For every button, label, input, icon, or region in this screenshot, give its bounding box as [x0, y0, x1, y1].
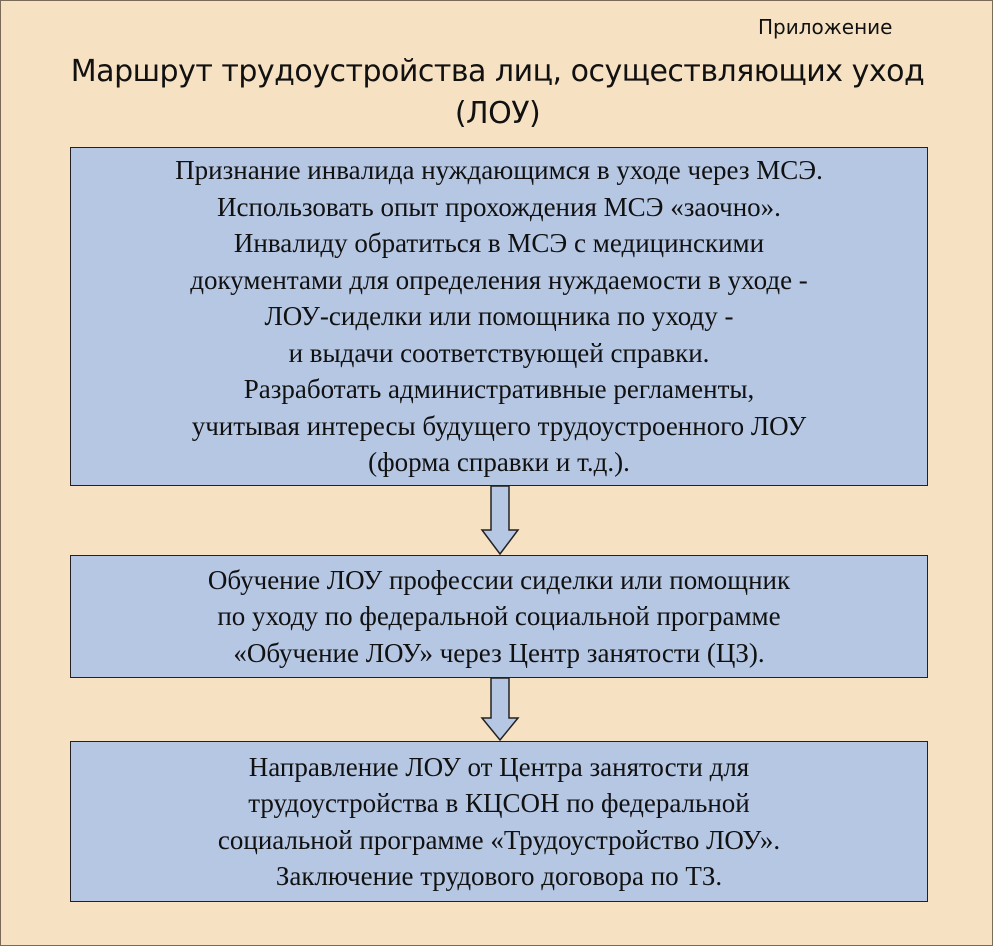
appendix-label: Приложение	[758, 15, 893, 39]
step-3-line-3: социальной программе «Трудоустройство ЛОУ».	[217, 824, 781, 855]
diagram-title	[1, 51, 993, 135]
step-1-line-7: Разработать административные регламенты,	[243, 374, 755, 405]
step-2-line-3: «Обучение ЛОУ» через Центр занятости (ЦЗ).	[233, 637, 765, 668]
step-1-line-1: Признание инвалида нуждающимся в уходе через МСЭ.	[175, 155, 823, 186]
step-1-line-6: и выдачи соответствующей справки.	[288, 337, 710, 368]
step-1-line-5: ЛОУ-сиделки или помощника по уходу -	[264, 301, 734, 332]
step-1-line-8: учитывая интересы будущего трудоустроенного ЛОУ	[191, 410, 807, 441]
step-2-box	[70, 555, 928, 678]
step-2-line-2: по уходу по федеральной социальной программе	[217, 601, 781, 632]
title-line-1: Маршрут трудоустройства лиц, осуществляющих уход	[70, 54, 925, 89]
step-1-line-9: (форма справки и т.д.).	[368, 447, 630, 478]
title-line-2: (ЛОУ)	[454, 96, 541, 131]
step-3-line-2: трудоустройства в КЦСОН по федеральной	[248, 788, 750, 818]
step-3-box	[70, 741, 928, 902]
step-3-line-1: Направление ЛОУ от Центра занятости для	[248, 751, 750, 782]
down-arrow-2	[480, 678, 520, 741]
step-1-line-3: Инвалиду обратиться в МСЭ с медицинскими	[233, 228, 765, 259]
step-3-line-4: Заключение трудового договора по ТЗ.	[275, 861, 723, 891]
step-1-box	[70, 147, 928, 486]
step-2-line-1: Обучение ЛОУ профессии сиделки или помощник	[207, 564, 791, 595]
step-1-line-2: Использовать опыт прохождения МСЭ «заочно».	[217, 191, 781, 222]
step-1-line-4: документами для определения нуждаемости в уходе -	[190, 264, 808, 295]
down-arrow-1	[480, 486, 520, 555]
